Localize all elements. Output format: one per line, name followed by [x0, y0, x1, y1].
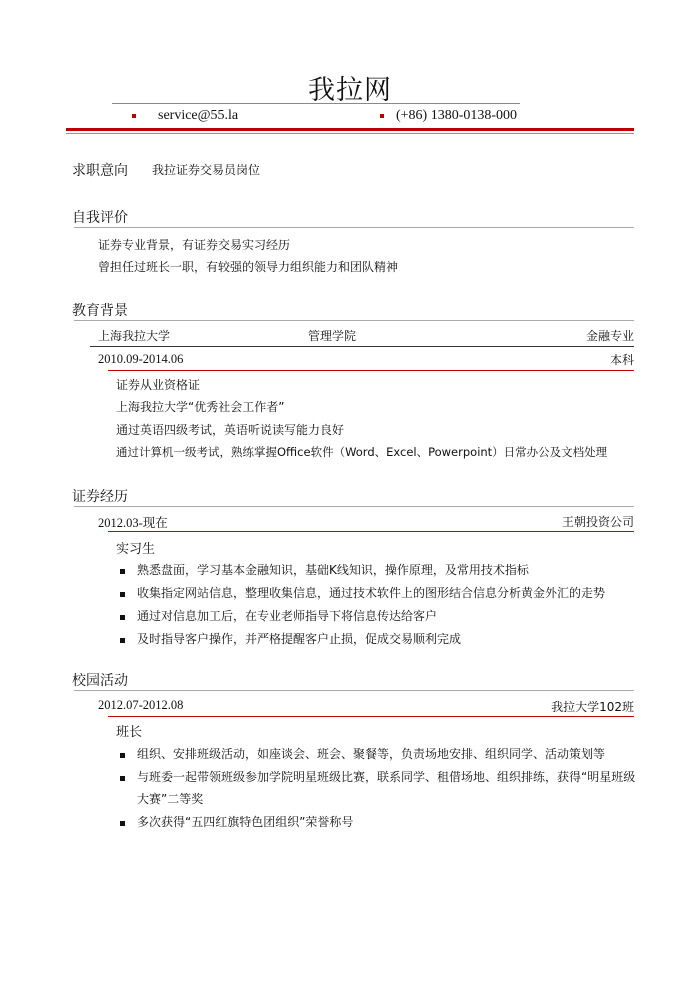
section-title-experience: 证券经历: [72, 489, 128, 505]
square-bullet-icon: [120, 592, 125, 597]
education-item: 通过计算机一级考试，熟练掌握Office软件（Word、Excel、Powerpoint）日常办公及文档处理: [116, 445, 608, 459]
row-divider-red: [108, 716, 634, 717]
name-divider: [112, 103, 520, 104]
header-divider-gray: [66, 133, 634, 134]
company-name: 王朝投资公司: [561, 515, 634, 529]
red-bullet-icon: [132, 114, 136, 118]
objective-value: 我拉证券交易员岗位: [152, 163, 261, 177]
square-bullet-icon: [120, 776, 125, 781]
section-divider: [74, 227, 634, 228]
education-item: 上海我拉大学“优秀社会工作者”: [116, 400, 285, 414]
email-text: service@55.la: [158, 108, 239, 123]
education-item: 通过英语四级考试，英语听说读写能力良好: [116, 423, 345, 437]
school-name: 上海我拉大学: [98, 329, 171, 343]
row-divider: [90, 346, 634, 347]
section-title-campus: 校园活动: [72, 673, 128, 689]
square-bullet-icon: [120, 615, 125, 620]
row-divider-red: [108, 370, 634, 371]
experience-role: 实习生: [116, 542, 156, 557]
experience-period: 2012.03-现在: [98, 516, 168, 530]
section-title-education: 教育背景: [72, 303, 128, 319]
section-title-self-eval: 自我评价: [72, 210, 128, 226]
campus-org: 我拉大学102班: [551, 700, 634, 714]
objective-label: 求职意向: [72, 163, 128, 179]
square-bullet-icon: [120, 638, 125, 643]
degree: 本科: [609, 353, 634, 367]
major-name: 金融专业: [585, 329, 634, 343]
section-divider: [74, 320, 634, 321]
phone-contact: [380, 108, 517, 124]
red-bullet-icon: [380, 114, 384, 118]
section-divider: [74, 690, 634, 691]
campus-role: 班长: [116, 725, 143, 740]
college-name: 管理学院: [308, 329, 357, 343]
section-divider: [74, 506, 634, 507]
row-divider-red: [108, 531, 634, 532]
education-period: 2010.09-2014.06: [98, 352, 184, 366]
square-bullet-icon: [120, 753, 125, 758]
square-bullet-icon: [120, 569, 125, 574]
education-item: 证券从业资格证: [116, 378, 201, 392]
email-contact: [132, 108, 238, 124]
phone-text: (+86) 1380-0138-000: [396, 108, 518, 123]
square-bullet-icon: [120, 821, 125, 826]
resume-name: 我拉网: [308, 75, 392, 106]
self-eval-line: 曾担任过班长一职，有较强的领导力组织能力和团队精神: [98, 260, 399, 274]
header-divider-red: [66, 128, 634, 131]
campus-period: 2012.07-2012.08: [98, 698, 184, 712]
self-eval-line: 证券专业背景，有证券交易实习经历: [98, 238, 291, 252]
